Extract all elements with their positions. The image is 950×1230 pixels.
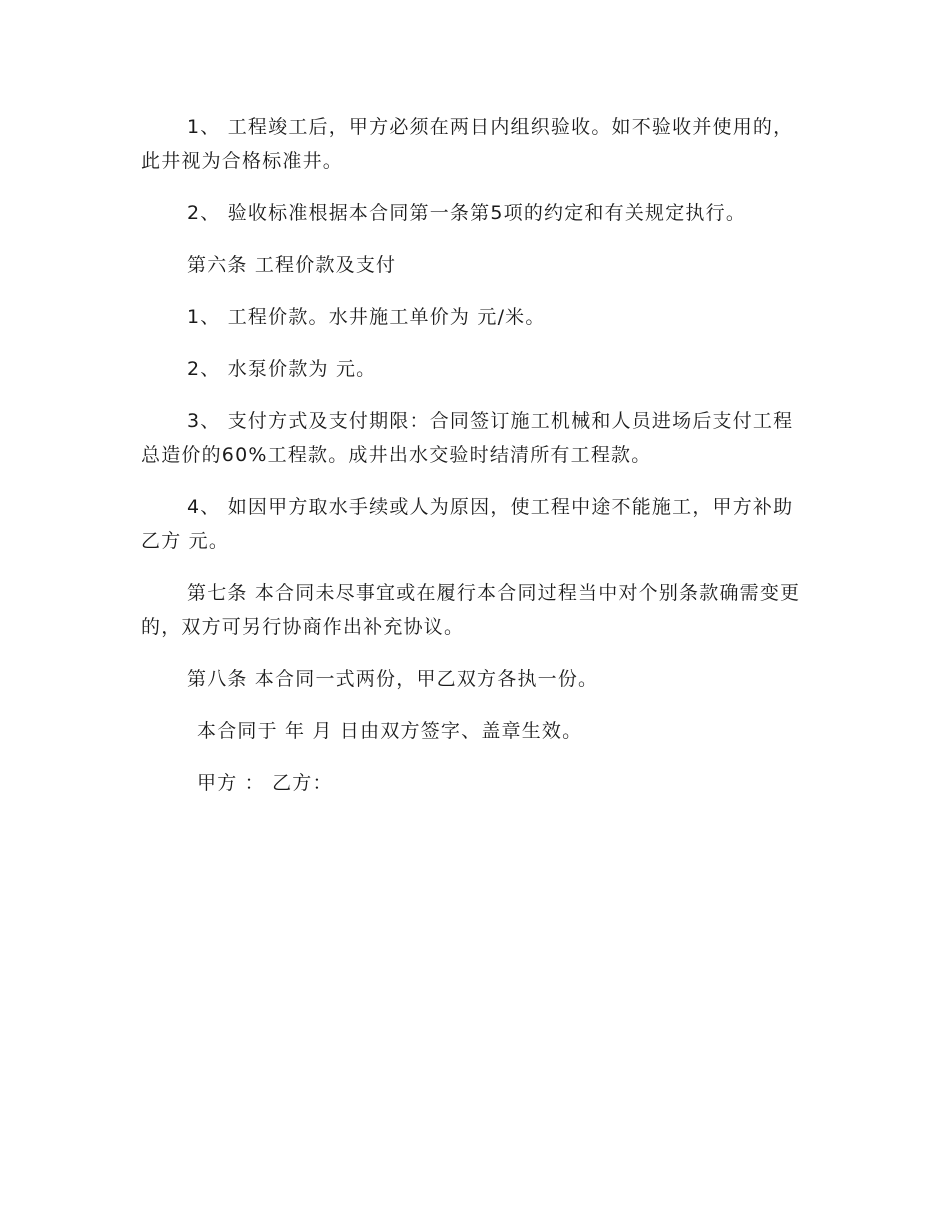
article-7: 第七条 本合同未尽事宜或在履行本合同过程当中对个别条款确需变更的，双方可另行协商作出补充协议。 bbox=[141, 582, 801, 638]
effective-date-line: 本合同于 年 月 日由双方签字、盖章生效。 bbox=[197, 720, 583, 742]
clause-price-2: 2、 水泵价款为 元。 bbox=[187, 358, 377, 380]
clause-subsidy-4: 4、 如因甲方取水手续或人为原因，使工程中途不能施工，甲方补助乙方 元。 bbox=[141, 496, 794, 552]
clause-price-1: 1、 工程价款。水井施工单价为 元/米。 bbox=[187, 306, 546, 328]
clause-payment-3: 3、 支付方式及支付期限：合同签订施工机械和人员进场后支付工程总造价的60%工程款。成井出水交验时结清所有工程款。 bbox=[141, 410, 794, 466]
document-body bbox=[141, 110, 811, 800]
signature-line: 甲方 ： 乙方： bbox=[197, 772, 333, 794]
article-6-heading: 第六条 工程价款及支付 bbox=[187, 254, 397, 276]
clause-acceptance-2: 2、 验收标准根据本合同第一条第5项的约定和有关规定执行。 bbox=[187, 202, 747, 224]
clause-acceptance-1: 1、 工程竣工后，甲方必须在两日内组织验收。如不验收并使用的，此井视为合格标准井。 bbox=[141, 116, 794, 172]
article-8: 第八条 本合同一式两份，甲乙双方各执一份。 bbox=[187, 668, 599, 690]
